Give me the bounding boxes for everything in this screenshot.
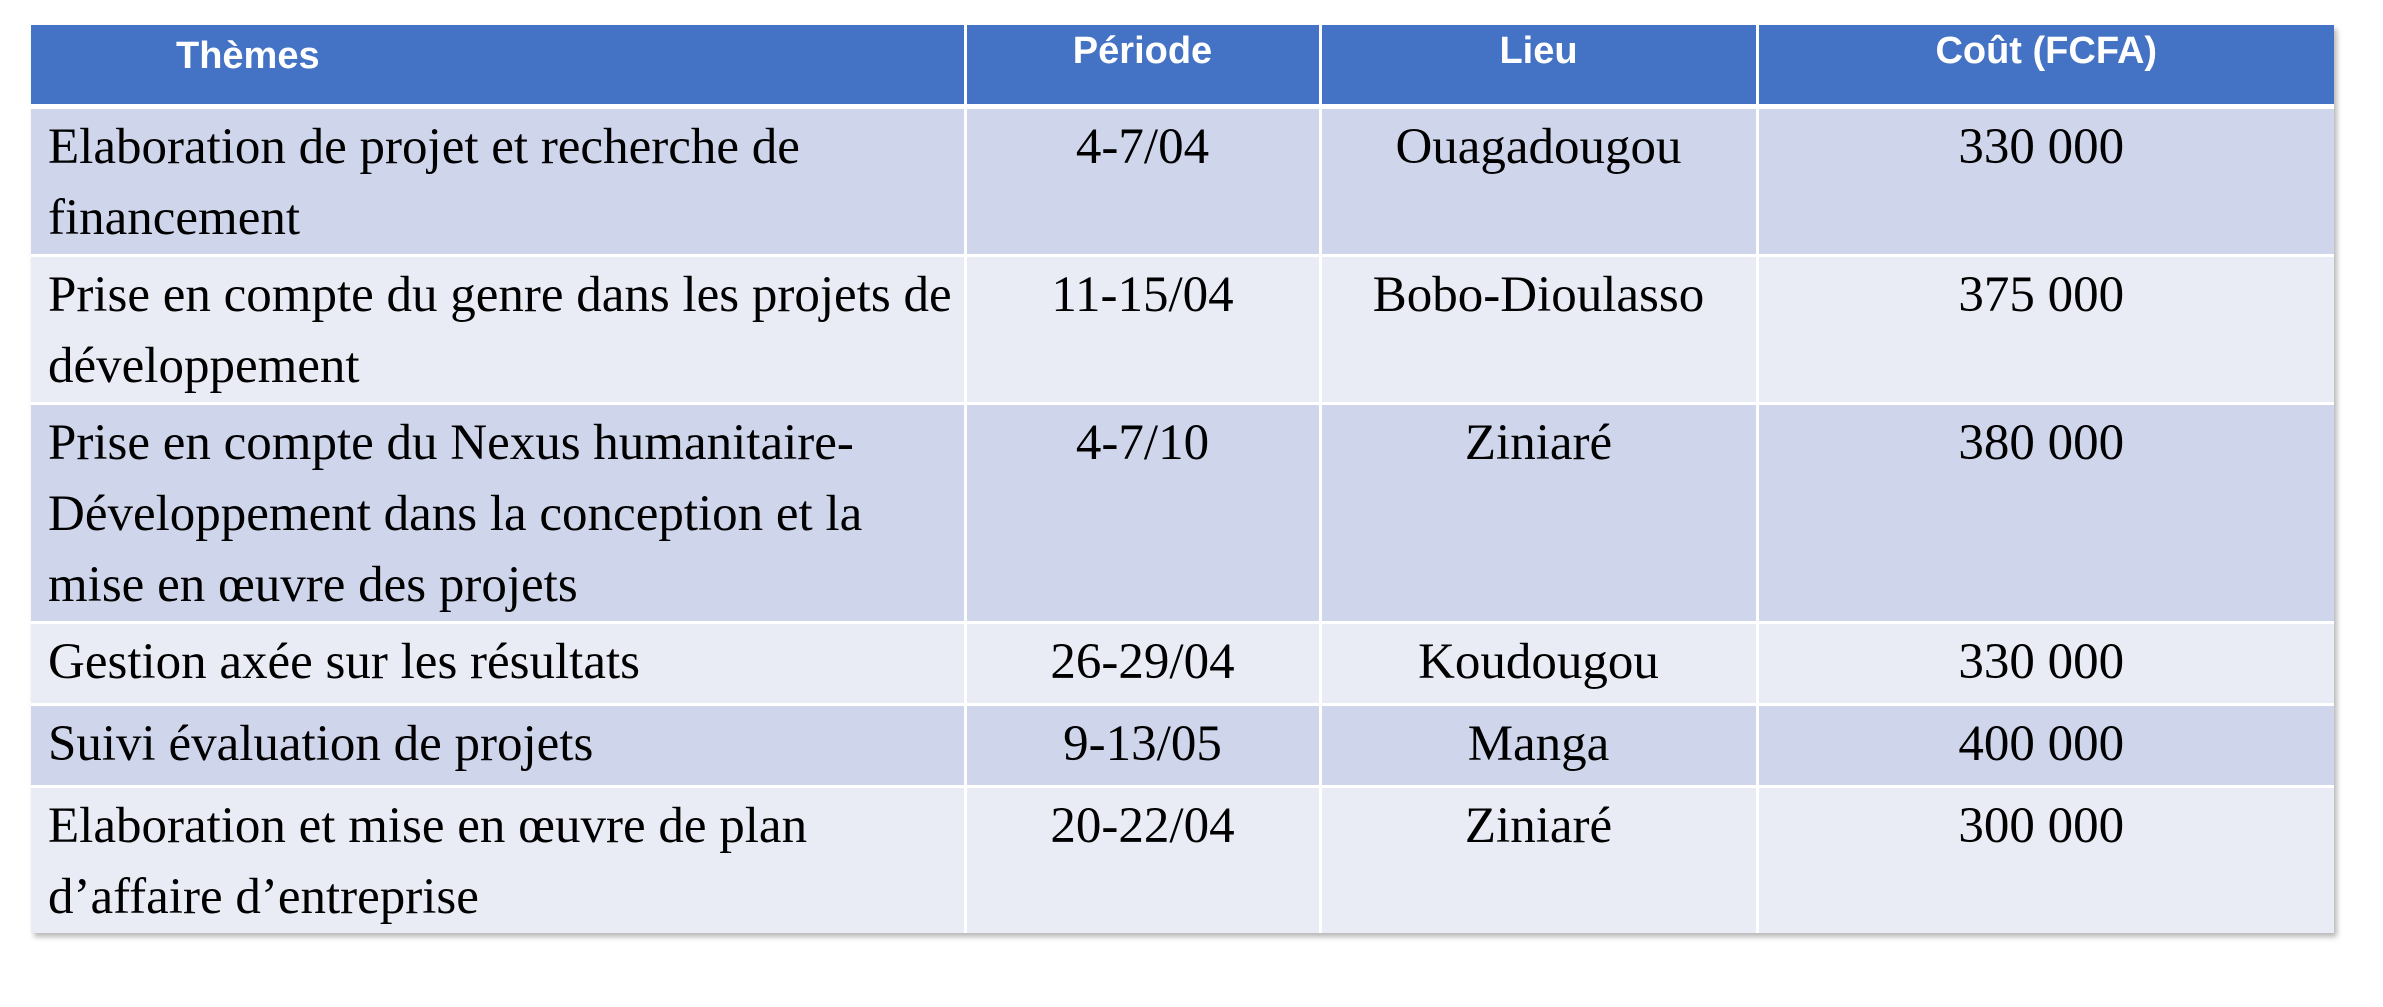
table-row <box>31 705 2334 787</box>
table-row <box>31 256 2334 404</box>
cell-text: 26-29/04 <box>1050 634 1235 690</box>
cell-cout <box>1757 705 2334 787</box>
cell-cout <box>1757 404 2334 623</box>
cell-cout <box>1757 787 2334 934</box>
cell-text: Elaboration et mise en œuvre de plan d’affaire d’entreprise <box>48 798 808 925</box>
cell-cout <box>1757 256 2334 404</box>
cell-periode <box>965 787 1320 934</box>
table-header-row <box>31 25 2334 107</box>
cell-text: 300 000 <box>1958 798 2125 854</box>
cell-text: Manga <box>1467 716 1610 772</box>
cell-text: Bobo-Dioulasso <box>1372 267 1705 323</box>
header-label: Coût (FCFA) <box>1935 30 2158 72</box>
cell-text: 20-22/04 <box>1050 798 1235 854</box>
cell-theme <box>31 107 965 256</box>
cell-periode <box>965 623 1320 705</box>
cell-text: Elaboration de projet et recherche de financement <box>48 119 800 246</box>
cell-text: 9-13/05 <box>1063 716 1222 772</box>
cell-cout <box>1757 107 2334 256</box>
header-periode <box>965 25 1320 107</box>
cell-lieu <box>1320 404 1757 623</box>
cell-text: Ziniaré <box>1464 415 1613 471</box>
cell-text: Prise en compte du genre dans les projets de développement <box>48 267 952 394</box>
cell-text: Gestion axée sur les résultats <box>48 634 641 690</box>
cell-text: Ouagadougou <box>1395 119 1682 175</box>
cell-theme <box>31 404 965 623</box>
header-cout <box>1757 25 2334 107</box>
cell-text: Koudougou <box>1418 634 1659 690</box>
cell-theme <box>31 256 965 404</box>
header-label: Période <box>1072 30 1213 72</box>
cell-periode <box>965 404 1320 623</box>
header-label: Lieu <box>1499 30 1578 72</box>
cell-theme <box>31 787 965 934</box>
header-label: Thèmes <box>176 35 320 77</box>
cell-cout <box>1757 623 2334 705</box>
table-row <box>31 404 2334 623</box>
cell-theme <box>31 623 965 705</box>
cell-text: 400 000 <box>1958 716 2125 772</box>
table-row <box>31 787 2334 934</box>
training-schedule-table <box>31 25 2334 933</box>
cell-periode <box>965 705 1320 787</box>
training-schedule-table-container <box>31 25 2334 933</box>
table-row <box>31 623 2334 705</box>
cell-lieu <box>1320 705 1757 787</box>
cell-periode <box>965 107 1320 256</box>
header-lieu <box>1320 25 1757 107</box>
cell-periode <box>965 256 1320 404</box>
cell-text: Ziniaré <box>1464 798 1613 854</box>
cell-text: 380 000 <box>1958 415 2125 471</box>
cell-lieu <box>1320 256 1757 404</box>
cell-lieu <box>1320 623 1757 705</box>
cell-lieu <box>1320 107 1757 256</box>
cell-theme <box>31 705 965 787</box>
cell-text: 330 000 <box>1958 119 2125 175</box>
cell-text: 330 000 <box>1958 634 2125 690</box>
table-row <box>31 107 2334 256</box>
cell-text: 11-15/04 <box>1051 267 1234 323</box>
cell-lieu <box>1320 787 1757 934</box>
cell-text: Prise en compte du Nexus humanitaire-Développement dans la conception et la mise en œuvre des projets <box>48 415 863 613</box>
header-themes <box>31 25 965 107</box>
cell-text: Suivi évaluation de projets <box>48 716 594 772</box>
cell-text: 4-7/10 <box>1075 415 1210 471</box>
cell-text: 375 000 <box>1958 267 2125 323</box>
cell-text: 4-7/04 <box>1075 119 1210 175</box>
